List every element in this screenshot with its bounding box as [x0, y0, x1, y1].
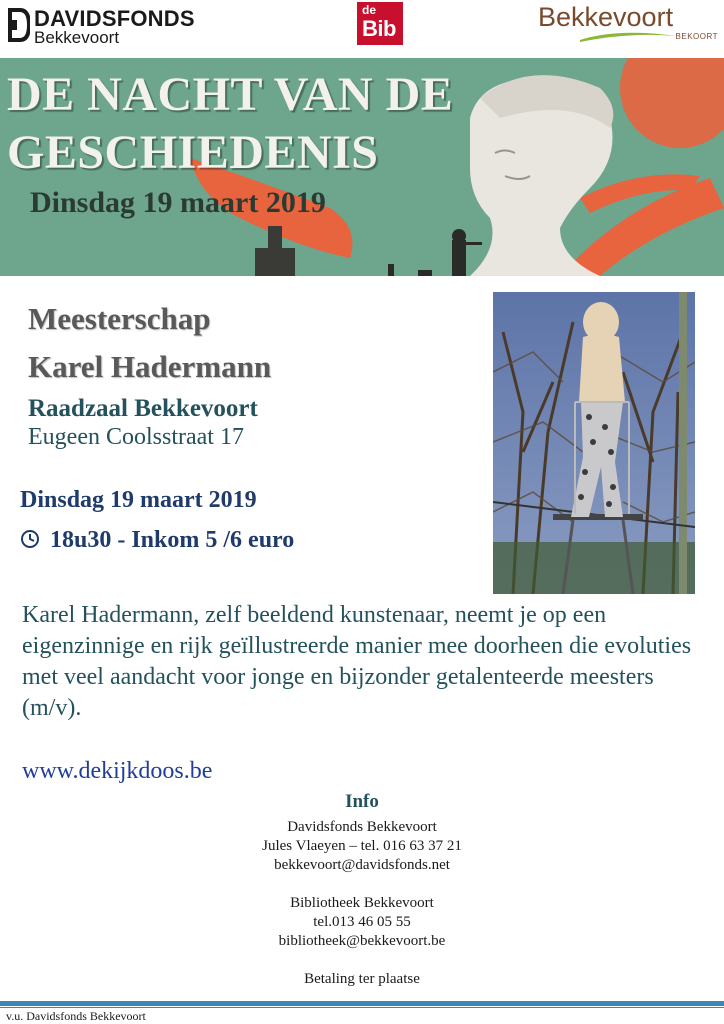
venue-address: Eugeen Coolsstraat 17	[28, 424, 244, 450]
davidsfonds-name: DAVIDSFONDS	[34, 6, 195, 31]
bekkevoort-sub: BEKOORT	[675, 32, 718, 41]
info-spacer	[212, 951, 512, 970]
banner-title	[7, 66, 453, 182]
info-email2[interactable]: bibliotheek@bekkevoort.be	[278, 933, 446, 949]
info-contact1: Jules Vlaeyen – tel. 016 63 37 21	[262, 838, 462, 854]
website-link[interactable]: www.dekijkdoos.be	[22, 758, 213, 784]
event-date: Dinsdag 19 maart 2019	[20, 487, 257, 513]
info-payment: Betaling ter plaatse	[304, 971, 420, 987]
info-org2: Bibliotheek Bekkevoort	[290, 895, 434, 911]
event-time	[20, 527, 294, 554]
event-time-text: 18u30 - Inkom 5 /6 euro	[50, 527, 295, 553]
davidsfonds-logo	[8, 4, 218, 46]
info-email1[interactable]: bekkevoort@davidsfonds.net	[274, 857, 450, 873]
info-spacer	[212, 875, 512, 894]
info-heading: Info	[345, 791, 379, 812]
clock-icon	[20, 529, 40, 549]
talk-title-line1: Meesterschap	[28, 301, 211, 336]
sculpture-photo	[493, 292, 695, 594]
hero-banner	[0, 58, 724, 276]
footer-divider	[0, 1001, 724, 1006]
info-phone2: tel.013 46 05 55	[313, 914, 411, 930]
bib-logo	[357, 2, 403, 45]
davidsfonds-sub: Bekkevoort	[34, 28, 120, 47]
bekkevoort-swoosh-icon	[578, 30, 678, 44]
davidsfonds-mark-icon	[8, 8, 30, 42]
info-block	[212, 790, 512, 989]
banner-title-line2: GESCHIEDENIS	[7, 126, 379, 179]
talk-title-line2: Karel Hadermann	[28, 349, 272, 384]
banner-title-line1: DE NACHT VAN DE	[7, 68, 454, 121]
bekkevoort-name: Bekkevoort	[538, 2, 674, 32]
event-description: Karel Hadermann, zelf beeldend kunstenaar, neemt je op een eigenzinnige en rijk geïllustreerde manier mee doorheen die evoluties met veel aandacht voor jonge en bijzonder getalenteerde meesters (m/v).	[22, 602, 692, 721]
info-org1: Davidsfonds Bekkevoort	[287, 819, 437, 835]
bib-logo-de: de	[362, 3, 377, 17]
publisher-note: v.u. Davidsfonds Bekkevoort	[6, 1009, 146, 1023]
venue-name: Raadzaal Bekkevoort	[28, 395, 258, 422]
sculpture-photo-image	[493, 292, 695, 594]
banner-date: Dinsdag 19 maart 2019	[30, 186, 326, 219]
bib-logo-bib: Bib	[362, 16, 396, 41]
footer-divider-thin	[0, 1007, 724, 1008]
bekkevoort-logo	[538, 2, 720, 48]
talk-title	[28, 295, 271, 391]
